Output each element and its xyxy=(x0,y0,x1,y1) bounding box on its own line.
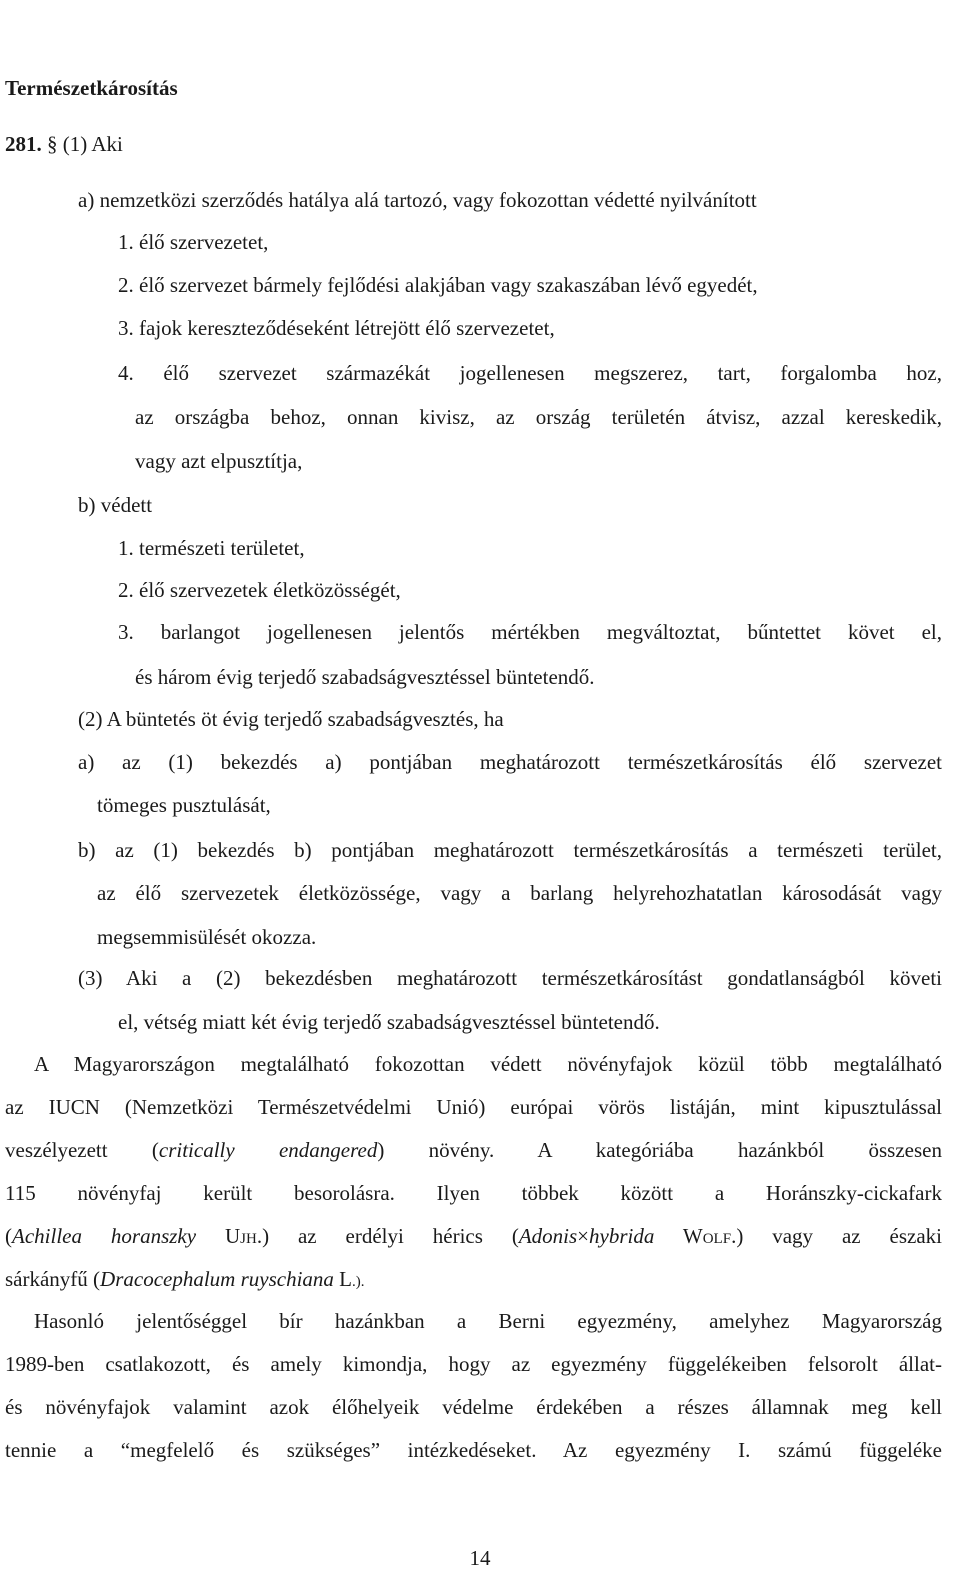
author-ujh-initial: U xyxy=(224,1224,241,1248)
point-a-item-4-line-1: 4. élő szervezet származékát jogellenesen megszerez, tart, forgalomba hoz, xyxy=(118,361,942,385)
species-adonis-genus: Adonis xyxy=(518,1224,578,1248)
author-ujh-rest: JH xyxy=(240,1231,257,1247)
body-1-line-3-pre: veszélyezett ( xyxy=(5,1138,159,1162)
paragraph-3-line-1: (3) Aki a (2) bekezdésben meghatározott természetkárosítást gondatlanságból követi xyxy=(78,966,942,990)
paragraph-2-intro: (2) A büntetés öt évig terjedő szabadságvesztés, ha xyxy=(78,707,504,731)
point-a-item-1: 1. élő szervezetet, xyxy=(118,230,269,254)
paragraph-2-b-line-1: b) az (1) bekezdés b) pontjában meghatározott természetkárosítás a természeti terület, xyxy=(78,838,942,862)
point-b-item-2: 2. élő szervezetek életközösségét, xyxy=(118,578,401,602)
paragraph-2-b-line-2: az élő szervezetek életközössége, vagy a barlang helyrehozhatatlan károsodását vagy xyxy=(97,881,942,905)
author-wolf-initial: W xyxy=(682,1224,703,1248)
section-intro: (1) Aki xyxy=(62,132,123,156)
point-a-item-4-line-3: vagy azt elpusztítja, xyxy=(135,449,303,473)
page-number: 14 xyxy=(469,1546,491,1570)
author-ujh xyxy=(225,1224,257,1248)
body-2-line-2: 1989-ben csatlakozott, és amely kimondja, hogy az egyezmény függelékeiben felsorolt állat- xyxy=(5,1352,942,1376)
paragraph-2-a-line-1: a) az (1) bekezdés a) pontjában meghatározott természetkárosítás élő szervezet xyxy=(78,750,942,774)
author-wolf-rest: OLF xyxy=(702,1231,732,1247)
body-1-line-6-end: .). xyxy=(352,1274,365,1290)
author-l: L xyxy=(339,1267,352,1291)
heading: Természetkárosítás xyxy=(5,76,178,100)
body-1-line-6 xyxy=(5,1269,365,1290)
section-heading xyxy=(5,134,123,155)
point-b-item-3-line-2: és három évig terjedő szabadságvesztéssel büntetendő. xyxy=(135,665,595,689)
body-1-line-1: A Magyarországon megtalálható fokozottan védett növényfajok közül több megtalálható xyxy=(34,1052,942,1076)
species-adonis xyxy=(519,1224,655,1248)
body-1-line-5 xyxy=(5,1226,942,1247)
point-b-item-1: 1. természeti területet, xyxy=(118,536,305,560)
point-a-item-3: 3. fajok kereszteződéseként létrejött élő szervezetet, xyxy=(118,316,555,340)
section-sign: § xyxy=(47,132,58,156)
point-b-label: b) védett xyxy=(78,493,153,517)
body-1-line-2: az IUCN (Nemzetközi Természetvédelmi Unió) európai vörös listáján, mint kipusztulással xyxy=(5,1095,942,1119)
body-1-line-4: 115 növényfaj került besorolásra. Ilyen többek között a Horánszky-cickafark xyxy=(5,1181,942,1205)
species-adonis-epithet: hybrida xyxy=(589,1224,655,1248)
body-2-line-4: tennie a “megfelelő és szükséges” intézkedéseket. Az egyezmény I. számú függeléke xyxy=(5,1438,942,1462)
author-wolf xyxy=(683,1224,731,1248)
point-b-item-3-line-1: 3. barlangot jogellenesen jelentős mértékben megváltoztat, bűntettet követ el, xyxy=(118,620,942,644)
point-a-item-2: 2. élő szervezet bármely fejlődési alakjában vagy szakaszában lévő egyedét, xyxy=(118,273,758,297)
section-number: 281. xyxy=(5,132,42,156)
species-achillea: Achillea horanszky xyxy=(12,1224,197,1248)
paragraph-2-b-line-3: megsemmisülését okozza. xyxy=(97,925,317,949)
english-term: critically endangered xyxy=(158,1138,378,1162)
point-a-item-4-line-2: az országba behoz, onnan kivisz, az ország területén átvisz, azzal kereskedik, xyxy=(135,405,942,429)
point-a-label: a) nemzetközi szerződés hatálya alá tartozó, vagy fokozottan védetté nyilvánított xyxy=(78,188,757,212)
body-1-line-5-mid: .) az erdélyi hérics ( xyxy=(256,1224,519,1248)
body-1-line-3 xyxy=(5,1140,942,1161)
hybrid-cross: × xyxy=(577,1224,590,1248)
body-1-line-5-end: .) vagy az északi xyxy=(731,1224,942,1248)
paragraph-3-line-2: el, vétség miatt két évig terjedő szabadságvesztéssel büntetendő. xyxy=(118,1010,660,1034)
paragraph-2-a-line-2: tömeges pusztulását, xyxy=(97,793,271,817)
body-2-line-3: és növényfajok valamint azok élőhelyeik védelme érdekében a részes államnak meg kell xyxy=(5,1395,942,1419)
paren-open: ( xyxy=(5,1224,12,1248)
body-2-line-1: Hasonló jelentőséggel bír hazánkban a Berni egyezmény, amelyhez Magyarország xyxy=(34,1309,942,1333)
body-1-line-6-pre: sárkányfű ( xyxy=(5,1267,101,1291)
body-1-line-3-post: ) növény. A kategóriába hazánkból összesen xyxy=(377,1138,942,1162)
species-dracocephalum: Dracocephalum ruyschiana xyxy=(100,1267,334,1291)
